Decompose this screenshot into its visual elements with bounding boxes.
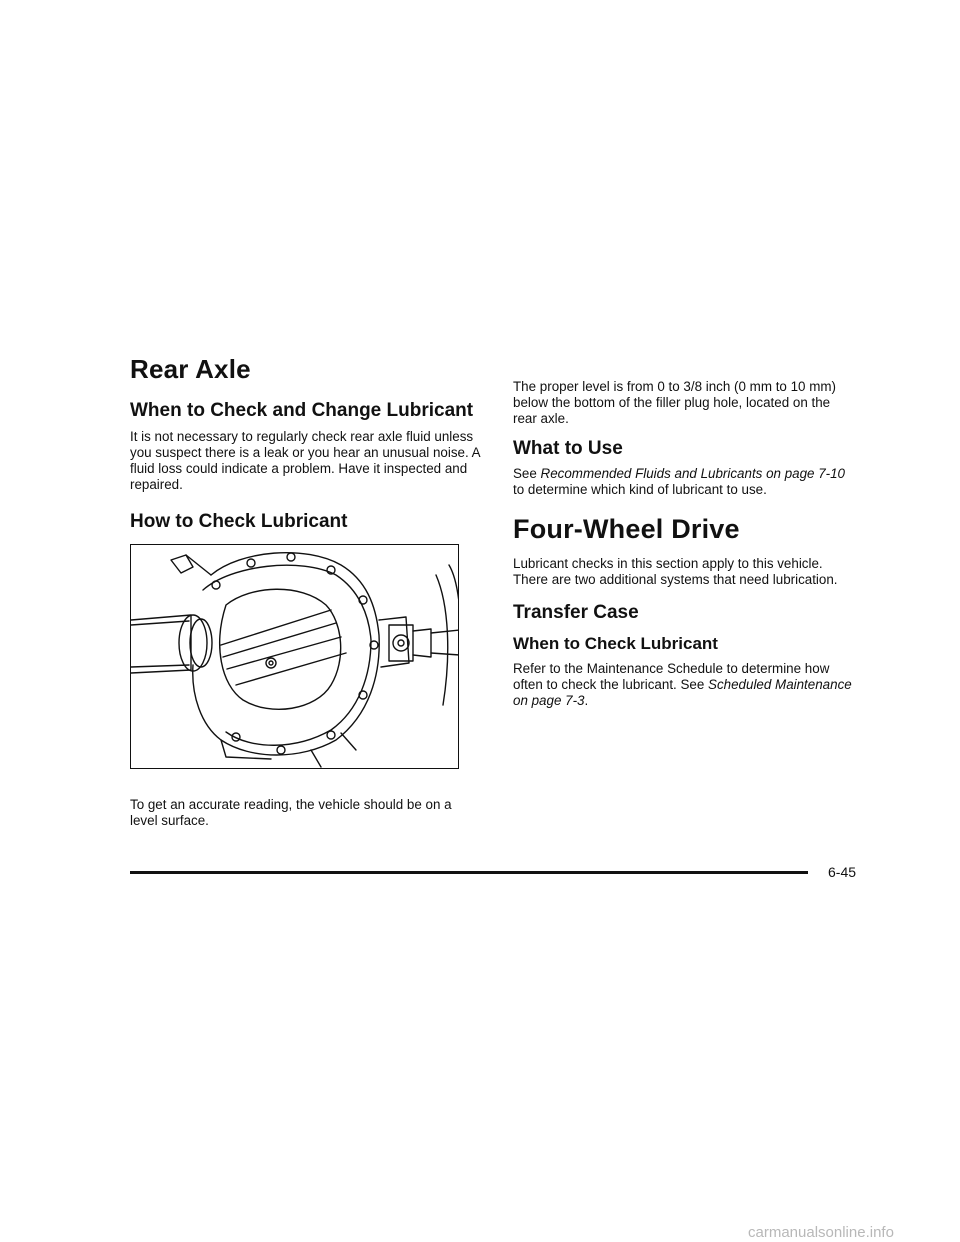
paragraph-lubricant-checks: Lubricant checks in this section apply to this vehicle. There are two additional systems that need lubrication. [513,556,838,587]
heading-what-to-use: What to Use [513,438,623,459]
rear-axle-figure [130,544,459,769]
heading-four-wheel-drive: Four-Wheel Drive [513,514,740,544]
what-to-use-see: See [513,466,541,481]
link-recommended-fluids[interactable]: Recommended Fluids and Lubricants on page 7-10 [540,466,846,481]
page-number: 6-45 [828,864,857,880]
refer-text: Refer to the Maintenance Schedule to determine how often to check the lubricant. See [513,661,830,692]
what-to-use-rest: to determine which kind of lubricant to use. [513,482,767,497]
paragraph-what-to-use [513,466,853,498]
right-column [513,379,853,709]
paragraph-refer-maintenance [513,661,853,709]
heading-rear-axle: Rear Axle [130,354,251,384]
heading-when-to-check-and-change: When to Check and Change Lubricant [130,400,474,421]
heading-when-to-check: When to Check Lubricant [513,634,718,653]
heading-transfer-case: Transfer Case [513,602,639,623]
paragraph-accurate-reading: To get an accurate reading, the vehicle should be on a level surface. [130,797,452,828]
paragraph-proper-level: The proper level is from 0 to 3/8 inch (0 mm to 10 mm) below the bottom of the filler plug hole, located on the rear axle. [513,379,836,426]
rear-axle-differential-illustration [131,545,459,769]
heading-how-to-check: How to Check Lubricant [130,511,348,532]
watermark: carmanualsonline.info [748,1224,894,1241]
link-scheduled-maintenance[interactable]: Scheduled Maintenance on page 7-3 [513,677,852,708]
paragraph-not-necessary: It is not necessary to regularly check rear axle fluid unless you suspect there is a leak or you hear an unusual noise. A fluid loss could indicate a problem. Have it inspected and repaired. [130,429,480,492]
refer-end: . [584,693,589,708]
footer-rule [130,871,808,874]
left-column [130,352,480,829]
